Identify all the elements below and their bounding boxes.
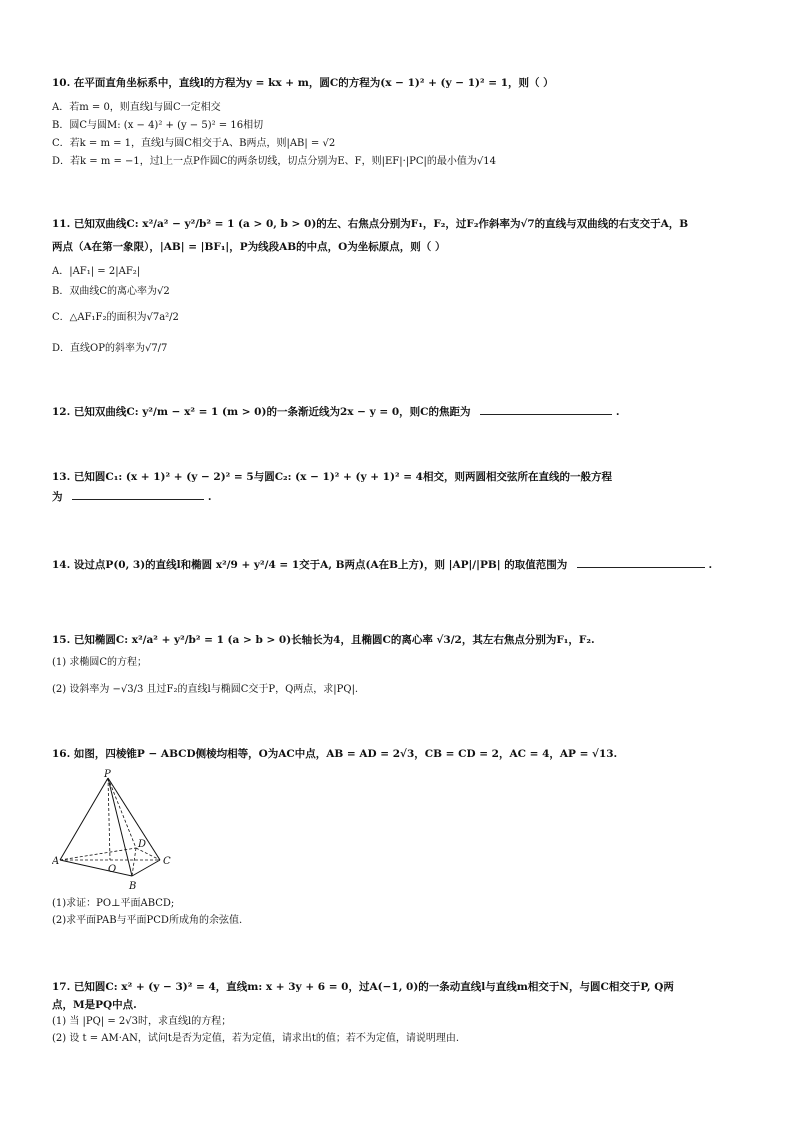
question-14-stem — [52, 557, 712, 572]
question-15-part-2: (2) 设斜率为 −√3/3 且过F₂的直线l与椭圆C交于P，Q两点，求|PQ|. — [52, 684, 359, 695]
question-16-part-2: (2)求平面PAB与平面PCD所成角的余弦值. — [52, 915, 243, 926]
question-17-part-1: (1) 当 |PQ| = 2√3时，求直线l的方程； — [52, 1016, 232, 1027]
question-11-option-d: D．直线OP的斜率为√7/7 — [52, 343, 168, 354]
question-10-option-c: C．若k = m = 1，直线l与圆C相交于A、B两点，则|AB| = √2 — [52, 138, 336, 149]
question-14-tail: . — [708, 559, 713, 571]
question-12-stem — [52, 404, 619, 419]
answer-blank-12[interactable] — [480, 404, 612, 415]
figure-label-b: B — [129, 881, 137, 892]
question-12-text: 12. 已知双曲线C: y²/m − x² = 1 (m > 0)的一条渐近线为2x − y = 0，则C的焦距为 — [52, 406, 471, 418]
question-10-option-d: D．若k = m = −1，过l上一点P作圆C的两条切线，切点分别为E、F，则|EF|·|PC|的最小值为√14 — [52, 156, 496, 167]
question-10-option-a: A．若m = 0，则直线l与圆C一定相交 — [52, 102, 221, 113]
figure-label-d: D — [138, 839, 147, 850]
question-15-stem: 15. 已知椭圆C: x²/a² + y²/b² = 1 (a > b > 0)长轴长为4，且椭圆C的离心率 √3/2，其左右焦点分别为F₁，F₂. — [52, 634, 595, 646]
question-11-option-b: B．双曲线C的离心率为√2 — [52, 286, 170, 297]
question-17-stem-line-2: 点，M是PQ中点. — [52, 999, 137, 1011]
question-13-stem-line-2 — [52, 489, 211, 504]
question-14-text: 14. 设过点P(0, 3)的直线l和椭圆 x²/9 + y²/4 = 1交于A, B两点(A在B上方)，则 |AP|/|PB| 的取值范围为 — [52, 559, 568, 571]
question-13-tail: . — [207, 491, 212, 503]
question-13-text: 为 — [52, 491, 63, 503]
question-10-stem: 10. 在平面直角坐标系中，直线l的方程为y = kx + m，圆C的方程为(x − 1)² + (y − 1)² = 1，则（ ） — [52, 77, 554, 89]
question-17-stem-line-1: 17. 已知圆C: x² + (y − 3)² = 4，直线m: x + 3y + 6 = 0，过A(−1, 0)的一条动直线l与直线m相交于N，与圆C相交于P, Q两 — [52, 981, 674, 993]
question-13-stem-line-1: 13. 已知圆C₁: (x + 1)² + (y − 2)² = 5与圆C₂: (x − 1)² + (y + 1)² = 4相交，则两圆相交弦所在直线的一般方程 — [52, 471, 612, 483]
question-17-part-2: (2) 设 t = AM·AN，试问t是否为定值，若为定值，请求出t的值；若不为定值，请说明理由. — [52, 1033, 460, 1044]
figure-label-c: C — [163, 856, 171, 867]
question-10-option-b: B．圆C与圆M: (x − 4)² + (y − 5)² = 16相切 — [52, 120, 264, 131]
question-11-option-c: C．△AF₁F₂的面积为√7a²/2 — [52, 312, 179, 323]
question-16-part-1: (1)求证：PO⊥平面ABCD; — [52, 898, 175, 909]
question-11-stem-line-1: 11. 已知双曲线C: x²/a² − y²/b² = 1 (a > 0, b > 0)的左、右焦点分别为F₁，F₂，过F₂作斜率为√7的直线与双曲线的右支交于A，B — [52, 218, 689, 230]
answer-blank-13[interactable] — [72, 489, 204, 500]
question-12-tail: . — [615, 406, 620, 418]
question-11-option-a: A．|AF₁| = 2|AF₂| — [52, 266, 141, 277]
figure-label-a: A — [52, 856, 60, 867]
pyramid-figure — [52, 768, 192, 892]
figure-label-o: O — [108, 864, 117, 875]
question-16-stem: 16. 如图，四棱锥P − ABCD侧棱均相等，O为AC中点，AB = AD = 2√3，CB = CD = 2，AC = 4，AP = √13. — [52, 748, 618, 760]
figure-label-p: P — [104, 769, 111, 780]
answer-blank-14[interactable] — [577, 557, 705, 568]
question-15-part-1: (1) 求椭圆C的方程； — [52, 657, 147, 668]
question-11-stem-line-2: 两点（A在第一象限），|AB| = |BF₁|，P为线段AB的中点，O为坐标原点，则（ ） — [52, 241, 446, 253]
